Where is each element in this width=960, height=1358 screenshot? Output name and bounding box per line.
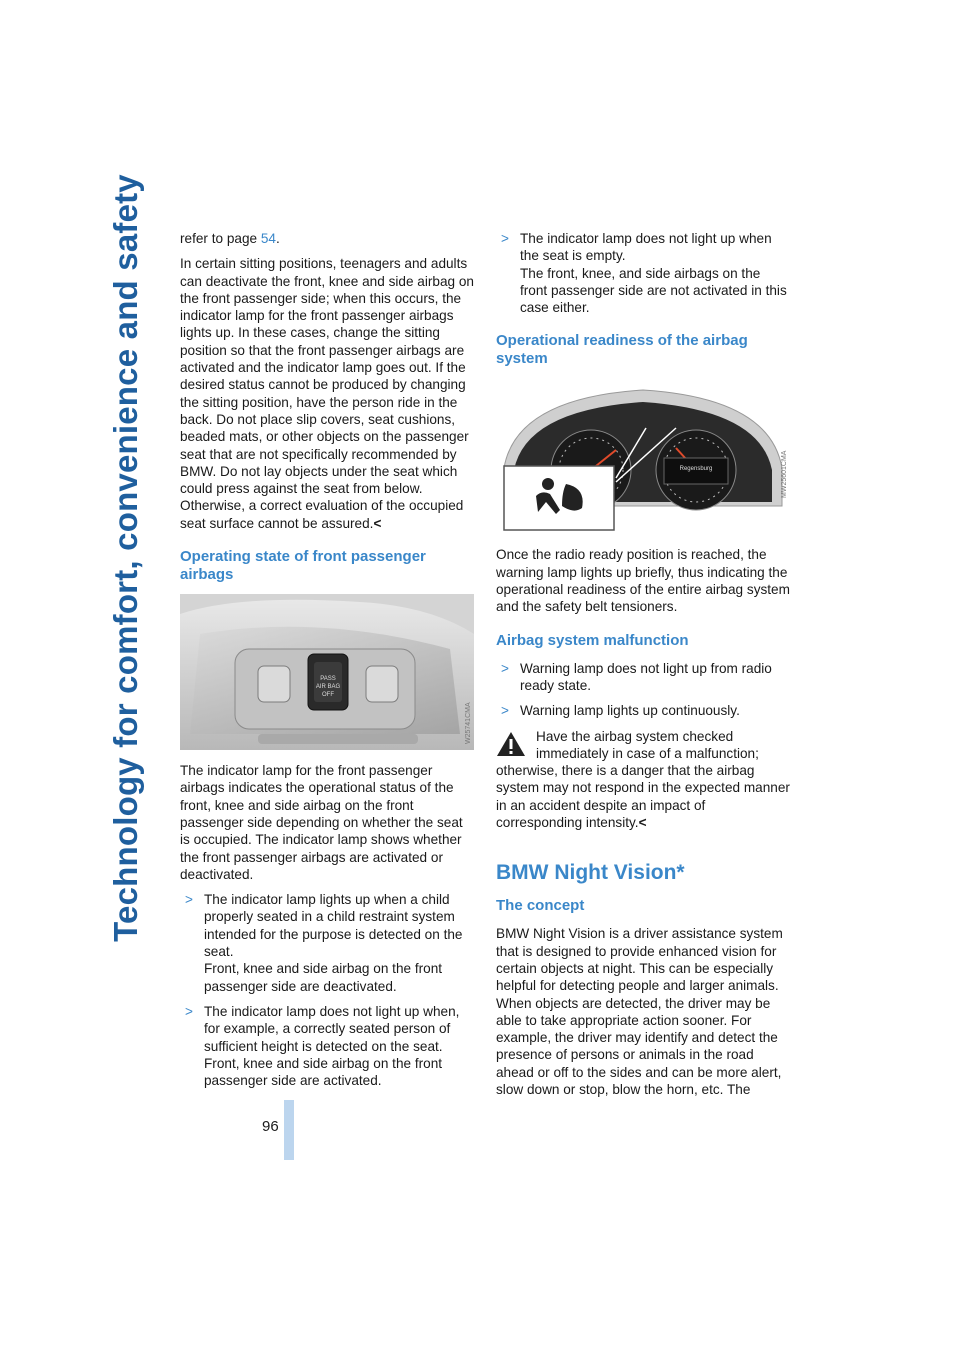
cluster-display-text: Regensburg <box>679 466 713 473</box>
warning-triangle-icon <box>496 730 526 758</box>
svg-text:W25741CMA: W25741CMA <box>465 702 472 745</box>
heading-operational-readiness: Operational readiness of the airbag system <box>496 332 748 368</box>
figure-instrument-cluster <box>496 378 790 534</box>
bullet-text: The indicator lamp lights up when a child properly seated in a child restraint system intended for the purpose is detected on the seat. <box>204 892 463 960</box>
bullet-subtext: Front, knee and side airbag on the front passenger side are activated. <box>204 1055 443 1089</box>
bullet-mark: > <box>501 660 509 676</box>
heading-concept: The concept <box>496 897 585 915</box>
section-title-text: Technology for comfort, convenience and safety <box>107 174 145 942</box>
svg-text:MW25601CMA: MW25601CMA <box>781 451 788 499</box>
page-link[interactable]: 54 <box>260 231 276 246</box>
ref-suffix: . <box>275 231 280 246</box>
svg-text:OFF: OFF <box>322 692 334 699</box>
heading-night-vision: BMW Night Vision* <box>496 861 685 885</box>
bullet-text: Warning lamp lights up continuously. <box>520 703 740 719</box>
svg-text:PASS: PASS <box>320 676 336 683</box>
figure-passenger-lamp <box>180 594 474 750</box>
svg-text:AIR BAG: AIR BAG <box>315 684 341 691</box>
instrument-cluster-illustration <box>496 378 790 534</box>
warning-note <box>496 728 791 832</box>
heading-operating-state: Operating state of front passenger airbags <box>180 548 426 584</box>
ref-text: refer to page <box>180 231 261 246</box>
list-item <box>496 660 791 695</box>
paragraph-radio-ready: Once the radio ready position is reached, the warning lamp lights up briefly, thus indicating the operational readiness of the entire airbag system and the safety belt tensioners. <box>496 547 790 615</box>
end-mark: < <box>638 815 647 831</box>
page-number: 96 <box>262 1118 279 1135</box>
bullet-mark: > <box>185 1003 193 1019</box>
paragraph-indicator-lamp: The indicator lamp for the front passenger airbags indicates the operational status of the front, knee and side airbag on the front passenger side depending on whether the seat is occupied. The indicator lamp shows whether the front passenger airbags are activated or deactivated. <box>180 763 463 882</box>
heading-airbag-malfunction: Airbag system malfunction <box>496 631 689 649</box>
list-item <box>496 702 791 719</box>
bullet-text: The indicator lamp does not light up when, for example, a correctly seated person of sufficient height is detected on the seat. <box>204 1003 460 1054</box>
list-item <box>180 1003 475 1089</box>
roof-console-illustration <box>180 594 474 750</box>
list-item <box>180 891 475 995</box>
right-column <box>496 230 791 1106</box>
sitting-text: In certain sitting positions, teenagers and adults can deactivate the front, knee and side airbag on the front passenger side; when this occurs, the indicator lamp for the front passenger airbags lights up. In these cases, change the sitting position so that the front passenger airbags are activated and the indicator lamp goes out. If the desired status cannot be produced by changing the sitting position, have the person ride in the back. Do not place slip covers, seat cushions, beaded mats, or other objects on the passenger seat that are not specifically recommended by BMW. Do not lay objects under the seat which could press against the seat from below. Otherwise, a correct evaluation of the occupied seat surface cannot be assured. <box>180 256 474 531</box>
warning-text: Have the airbag system checked immediately in case of a malfunction; otherwise, there is a danger that the airbag system may not respond in the expected manner in an accident despite an impact of corresponding intensity. <box>496 728 790 831</box>
paragraph-ref <box>180 230 475 247</box>
bullet-mark: > <box>185 892 193 908</box>
left-column <box>180 230 475 1097</box>
list-item <box>496 230 791 316</box>
section-title-vertical <box>96 38 156 1078</box>
page-marker-bar <box>284 1100 294 1160</box>
bullet-text: The indicator lamp does not light up when the seat is empty. <box>520 231 772 264</box>
bullet-subtext: The front, knee, and side airbags on the front passenger side are not activated in this case either. <box>520 265 787 316</box>
bullet-mark: > <box>501 703 509 719</box>
bullet-subtext: Front, knee and side airbag on the front passenger side are deactivated. <box>204 961 443 994</box>
paragraph-sitting-positions <box>180 255 475 532</box>
bullet-text: Warning lamp does not light up from radio ready state. <box>520 660 772 693</box>
paragraph-night-vision: BMW Night Vision is a driver assistance system that is designed to provide enhanced vision for certain objects at night. This can be especially helpful for detecting people and larger animals. When objects are detected, the driver may be able to take appropriate action sooner. For example, the driver may identify and detect the presence of persons or animals in the road ahead or off to the sides and can be more alert, slow down or stop, blow the horn, etc. The <box>496 926 783 1098</box>
bullet-mark: > <box>501 231 509 246</box>
end-mark: < <box>373 515 382 531</box>
